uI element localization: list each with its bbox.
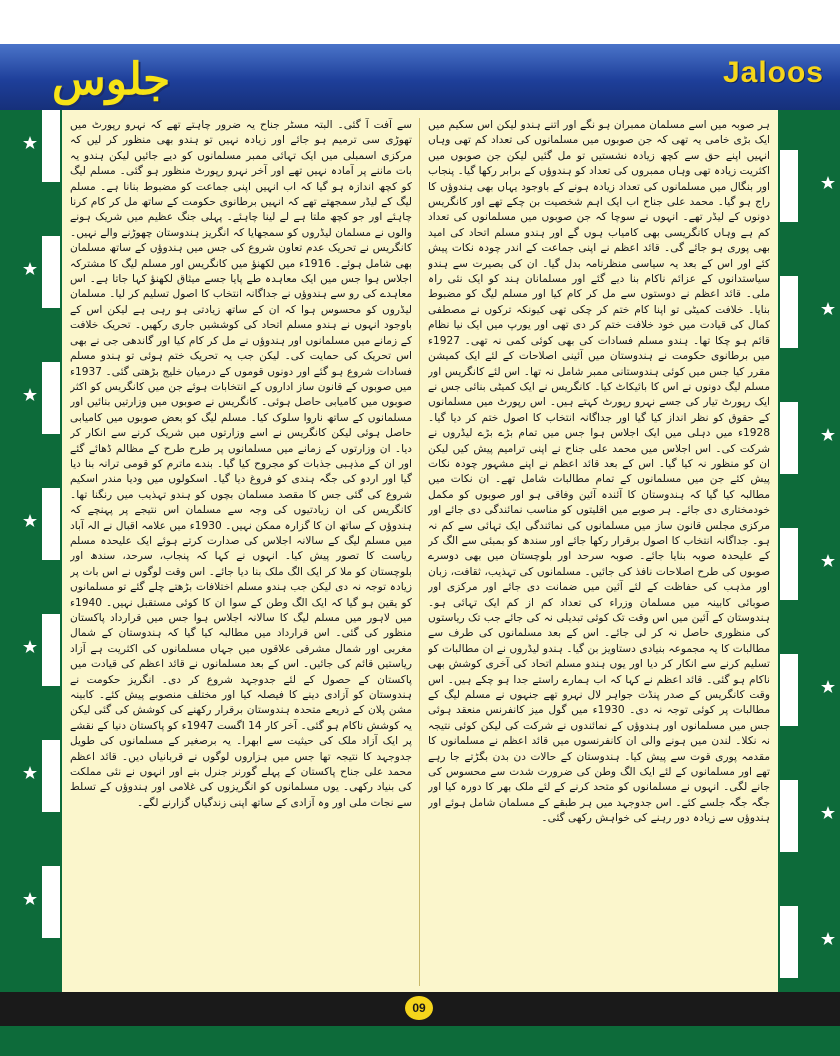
pakistan-flag-3 xyxy=(0,362,60,434)
pakistan-flag-4 xyxy=(0,488,60,560)
pakistan-flag-5 xyxy=(780,654,840,726)
left-flag-border xyxy=(0,110,60,1000)
article-column-left xyxy=(70,118,412,988)
footer-green-strip xyxy=(0,1026,840,1056)
crescent-star-icon xyxy=(0,750,40,802)
page-number: 09 xyxy=(405,996,433,1020)
crescent-star-icon xyxy=(0,120,40,172)
pakistan-flag-4 xyxy=(780,528,840,600)
crescent-star-icon xyxy=(798,538,838,590)
crescent-star-icon xyxy=(798,160,838,212)
magazine-logo-urdu: جلوس xyxy=(52,54,171,105)
pakistan-flag-5 xyxy=(0,614,60,686)
crescent-star-icon xyxy=(0,498,40,550)
article-panel xyxy=(62,110,778,992)
pakistan-flag-3 xyxy=(780,402,840,474)
article-column-right xyxy=(428,118,770,988)
article-text-left: سے آفت آ گئی۔ البتہ مسٹر جناح یہ ضرور چاہتے تھے کہ نہرو رپورٹ میں تھوڑی سی ترمیم ہو جائے اور زیادہ نہیں تو ہندو بھی منظور کر لیں کہ مرکزی اسمبلی میں ایک تہائی ممبر مسلمانوں کو دیے جائیں لیکن ہندو یہ بات ماننے پر آمادہ نہیں تھے اور آخر نہرو رپورٹ منظور ہو گئی۔ مسلم لیگ کو کچھ اندازہ ہو گیا کہ اب انہیں اپنی جماعت کو مضبوط بنانا ہے۔ مسلم لیگ کے لیڈر سمجھتے تھے کہ انہیں برطانوی حکومت کے ساتھ مل کر کام کرنا چاہئے اور جو کچھ ملتا ہے لے لینا چاہئے۔ پہلی جنگ عظیم میں شریک ہونے والوں نے مسلمان لیڈروں کو سمجھایا کہ انگریز ہندوستان چھوڑنے والے نہیں۔ کانگریس نے تحریک عدم تعاون شروع کی جس میں ہندوؤں کے ساتھ مسلمان بھی شامل ہوئے۔ 1916ء میں لکھنؤ میں کانگریس اور مسلم لیگ کا مشترکہ اجلاس ہوا جس میں ایک معاہدہ طے پایا جسے میثاق لکھنؤ کہا جاتا ہے۔ اس معاہدے کی رو سے ہندوؤں نے جداگانہ انتخاب کا اصول تسلیم کر لیا۔ مسلمان لیڈروں کو محسوس ہوا کہ ان کے ساتھ زیادتی ہو رہی ہے لیکن اس کے باوجود انہوں نے ہندو مسلم اتحاد کی کوششیں جاری رکھیں۔ تحریک خلافت کے زمانے میں مسلمانوں اور ہندوؤں نے مل کر کام کیا اور گاندھی جی نے بھی اس تحریک کی حمایت کی۔ لیکن جب یہ تحریک ختم ہوئی تو ہندو مسلم فسادات شروع ہو گئے اور دونوں قوموں کے درمیان خلیج بڑھتی گئی۔ 1937ء میں صوبوں کے قانون ساز اداروں کے انتخابات ہوئے جن میں کانگریس کو اکثر صوبوں میں کامیابی حاصل ہوئی۔ کانگریس نے صوبوں میں وزارتیں بنائیں اور مسلمانوں کے ساتھ ناروا سلوک کیا۔ مسلم لیگ کو بعض صوبوں میں کامیابی حاصل ہوئی لیکن کانگریس نے اسے وزارتوں میں شریک کرنے سے انکار کر دیا۔ ان وزارتوں کے زمانے میں مسلمانوں پر طرح طرح کے مظالم ڈھائے گئے اور ان کے مذہبی جذبات کو مجروح کیا گیا۔ بندے ماترم کو قومی ترانہ بنا دیا گیا اور اردو کی جگہ ہندی کو فروغ دیا گیا۔ اسکولوں میں ودیا مندر اسکیم شروع کی گئی جس کا مقصد مسلمان بچوں کو ہندو تہذیب میں رنگنا تھا۔ کانگریس کی ان زیادتیوں کی وجہ سے مسلمان اس نتیجے پر پہنچے کہ ہندوؤں کے ساتھ ان کا گزارہ ممکن نہیں۔ 1930ء میں علامہ اقبال نے الہ آباد میں مسلم لیگ کے سالانہ اجلاس کی صدارت کرتے ہوئے ایک علیحدہ مسلم ریاست کا تصور پیش کیا۔ انہوں نے کہا کہ پنجاب، سرحد، سندھ اور بلوچستان کو ملا کر ایک الگ ملک بنا دیا جائے۔ اس وقت لوگوں نے اس بات پر زیادہ توجہ نہ دی لیکن جب ہندو مسلم اختلافات بڑھتے چلے گئے تو مسلمانوں کو یقین ہو گیا کہ ایک الگ وطن کے سوا ان کا کوئی مستقبل نہیں۔ 1940ء میں لاہور میں مسلم لیگ کا سالانہ اجلاس ہوا جس میں قرارداد پاکستان منظور کی گئی۔ اس قرارداد میں مطالبہ کیا گیا کہ ہندوستان کے شمال مغربی اور شمال مشرقی علاقوں میں جہاں مسلمانوں کی اکثریت ہے آزاد ریاستیں قائم کی جائیں۔ اس کے بعد مسلمانوں نے قائد اعظم کی قیادت میں پاکستان کے حصول کے لئے جدوجہد شروع کر دی۔ انگریز حکومت نے ہندوستان کو آزادی دینے کا فیصلہ کیا اور مختلف منصوبے پیش کئے۔ کابینہ مشن پلان کے ذریعے متحدہ ہندوستان برقرار رکھنے کی کوشش کی گئی لیکن یہ کوشش ناکام ہو گئی۔ آخر کار 14 اگست 1947ء کو پاکستان دنیا کے نقشے پر ایک آزاد ملک کی حیثیت سے ابھرا۔ یہ برصغیر کے مسلمانوں کی طویل جدوجہد کا نتیجہ تھا جس میں ہزاروں لوگوں نے قربانیاں دیں۔ قائد اعظم محمد علی جناح پاکستان کے پہلے گورنر جنرل بنے اور انہوں نے نئی مملکت کی بنیاد رکھی۔ یوں مسلمانوں کو انگریزوں کی غلامی اور ہندوؤں کے تسلط سے نجات ملی اور وہ آزادی کے ساتھ اپنی زندگیاں گزارنے لگے۔ xyxy=(70,119,412,809)
crescent-star-icon xyxy=(0,246,40,298)
crescent-star-icon xyxy=(798,286,838,338)
pakistan-flag-6 xyxy=(0,740,60,812)
crescent-star-icon xyxy=(798,916,838,968)
pakistan-flag-7 xyxy=(780,906,840,978)
crescent-star-icon xyxy=(0,876,40,928)
pakistan-flag-1 xyxy=(780,150,840,222)
pakistan-flag-7 xyxy=(0,866,60,938)
crescent-star-icon xyxy=(798,412,838,464)
crescent-star-icon xyxy=(798,664,838,716)
pakistan-flag-1 xyxy=(0,110,60,182)
crescent-star-icon xyxy=(798,790,838,842)
column-divider xyxy=(419,118,420,986)
magazine-logo-english: Jaloos xyxy=(722,56,824,89)
pakistan-flag-2 xyxy=(780,276,840,348)
pakistan-flag-6 xyxy=(780,780,840,852)
top-white-strip xyxy=(0,0,840,44)
crescent-star-icon xyxy=(0,372,40,424)
article-text-right: ہر صوبہ میں اسے مسلمان ممبران ہو نگے اور اتنے ہندو لیکن اس سکیم میں ایک بڑی خامی یہ تھی کہ جن صوبوں میں مسلمانوں کی تعداد کم تھی وہاں انہیں اپنے حق سے کچھ زیادہ نشستیں تو مل گئیں لیکن جن صوبوں میں اکثریت زیادہ تھی وہاں ممبروں کی تعداد کو ہندوؤں کے برابر رکھا گیا۔ پنجاب اور بنگال میں مسلمانوں کی تعداد زیادہ ہونے کے باوجود یہاں بھی ہندوؤں کا راج ہو گیا۔ محمد علی جناح اب ایک اہم شخصیت بن چکے تھے اور کانگریس دونوں کے لیڈر تھے۔ انہوں نے سوچا کہ جن صوبوں میں مسلمانوں کی تعداد کم ہے وہاں کانگریسی بھی کامیاب ہوں گے اور ہندو مسلم اتحاد کی امید بھی پوری ہو جائے گی۔ قائد اعظم نے اپنی جماعت کے اندر چودہ نکات پیش کئے اور اس کے بعد یہ سیاسی منظرنامہ بدل گیا۔ ان کی بصیرت سے ہندو سیاستدانوں کے عزائم ناکام بنا دیے گئے اور مسلمانان ہند کو ایک نئی راہ ملی۔ قائد اعظم نے دوستوں سے مل کر کام کیا اور مسلم لیگ کو مضبوط بنایا۔ خلافت کمیٹی تو اپنا کام ختم کر چکی تھی کیونکہ ترکوں نے مصطفی کمال کی قیادت میں خود خلافت ختم کر دی تھی اور یورپ میں ایک نیا نظام قائم ہو چکا تھا۔ ہندو مسلم فسادات کی بھی کوئی کمی نہ تھی۔ 1927ء میں برطانوی حکومت نے ہندوستان میں آئینی اصلاحات کے لئے ایک کمیشن مقرر کیا جس میں کوئی ہندوستانی ممبر شامل نہ تھا۔ اس لئے کانگریس اور مسلم لیگ دونوں نے اس کا بائیکاٹ کیا۔ کانگریس نے ایک کمیٹی بنائی جس نے ایک رپورٹ تیار کی جسے نہرو رپورٹ کہتے ہیں۔ اس رپورٹ میں مسلمانوں کے حقوق کو نظر انداز کیا گیا اور جداگانہ انتخاب کا اصول ختم کر دیا گیا۔ 1928ء میں دہلی میں ایک اجلاس ہوا جس میں تمام بڑے بڑے لیڈروں نے شرکت کی۔ اس اجلاس میں محمد علی جناح نے اپنی ترامیم پیش کیں لیکن ان کو منظور نہ کیا گیا۔ اس کے بعد قائد اعظم نے اپنے مشہور چودہ نکات پیش کئے جن میں مسلمانوں کے تمام مطالبات شامل تھے۔ ان نکات میں مطالبہ کیا گیا کہ ہندوستان کا آئندہ آئین وفاقی ہو اور صوبوں کو مکمل خودمختاری دی جائے۔ ہر صوبے میں اقلیتوں کو مناسب نمائندگی دی جائے اور مرکزی مجلس قانون ساز میں مسلمانوں کی نمائندگی ایک تہائی سے کم نہ ہو۔ جداگانہ انتخاب کا اصول برقرار رکھا جائے اور سندھ کو بمبئی سے الگ کر کے علیحدہ صوبہ بنایا جائے۔ صوبہ سرحد اور بلوچستان میں بھی دوسرے صوبوں کی طرح اصلاحات نافذ کی جائیں۔ مسلمانوں کی تہذیب، ثقافت، زبان اور مذہب کی حفاظت کے لئے آئین میں ضمانت دی جائے اور مرکزی اور صوبائی کابینہ میں مسلمان وزراء کی تعداد کم از کم ایک تہائی ہو۔ ہندوستان کے آئین میں اس وقت تک کوئی تبدیلی نہ کی جائے جب تک ریاستوں کی منظوری حاصل نہ کر لی جائے۔ اس کے بعد مسلمانوں کی طرف سے مطالبات کا یہ مجموعہ بنیادی دستاویز بن گیا۔ ہندو لیڈروں نے ان مطالبات کو تسلیم کرنے سے انکار کر دیا اور یوں ہندو مسلم اتحاد کی آخری کوشش بھی ناکام ہو گئی۔ قائد اعظم نے کہا کہ اب ہمارے راستے جدا ہو چکے ہیں۔ اس وقت کانگریس کے صدر پنڈت جواہر لال نہرو تھے جنہوں نے مسلم لیگ کے مطالبات پر کوئی توجہ نہ دی۔ 1930ء میں گول میز کانفرنس منعقد ہوئی جس میں مسلمانوں اور ہندوؤں کے نمائندوں نے شرکت کی لیکن کوئی نتیجہ نہ نکلا۔ لندن میں ہونے والی ان کانفرنسوں میں قائد اعظم نے مسلمانوں کا مقدمہ پوری قوت سے پیش کیا۔ ہندوستان کے حالات دن بدن بگڑتے جا رہے تھے اور مسلمانوں کے لئے ایک الگ وطن کی ضرورت شدت سے محسوس کی جانے لگی۔ انہوں نے مسلمانوں کو متحد کرنے کے لئے ملک بھر کا دورہ کیا اور جگہ جگہ جلسے کئے۔ اس جدوجہد میں ہر طبقے کے مسلمان شامل ہوئے اور ہندوؤں سے زیادہ دور رہنے کی خواہش رکھی گئی۔ xyxy=(428,119,770,825)
pakistan-flag-2 xyxy=(0,236,60,308)
crescent-star-icon xyxy=(0,624,40,676)
right-flag-border xyxy=(780,110,840,1000)
